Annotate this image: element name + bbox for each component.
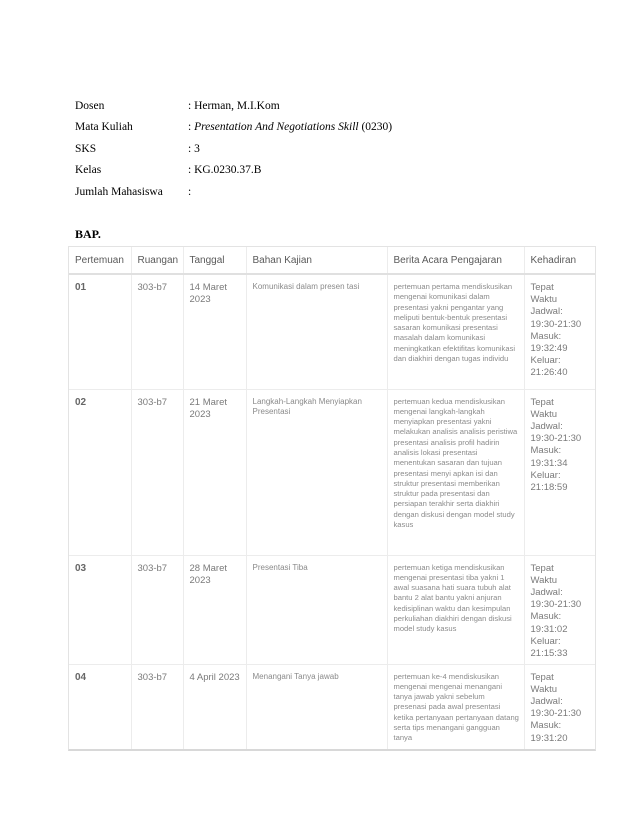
cell-pertemuan: 03 [69, 555, 131, 664]
kehadiran-line: Masuk: [530, 445, 562, 457]
cell-pertemuan: 01 [69, 274, 131, 389]
kehadiran-line: Tepat [530, 671, 554, 683]
header-ruangan: Ruangan [131, 247, 183, 274]
cell-kehadiran [524, 274, 595, 389]
jumlah-value: : [188, 185, 192, 198]
header-bahan-kajian: Bahan Kajian [246, 247, 387, 274]
kehadiran-line: Keluar: [530, 635, 561, 647]
section-title: BAP. [75, 227, 101, 241]
table-row [69, 274, 595, 389]
kehadiran-line: Masuk: [530, 720, 562, 732]
cell-bahan-kajian: Presentasi Tiba [246, 555, 387, 664]
cell-kehadiran [524, 555, 595, 664]
cell-kehadiran [524, 389, 595, 555]
cell-tanggal: 14 Maret 2023 [183, 274, 246, 389]
jumlah-label: Jumlah Mahasiswa [75, 185, 163, 198]
info-row-sks [75, 138, 392, 160]
matkul-code: (0230) [358, 121, 393, 134]
kehadiran-line: Keluar: [530, 355, 561, 367]
cell-pertemuan: 02 [69, 389, 131, 555]
kehadiran-line: 19:31:02 [530, 623, 568, 635]
kehadiran-line: Masuk: [530, 611, 562, 623]
course-info [75, 95, 392, 203]
cell-tanggal: 4 April 2023 [183, 664, 246, 751]
cell-bahan-kajian: Komunikasi dalam presen tasi [246, 274, 387, 389]
sks-label: SKS [75, 142, 97, 155]
kehadiran-line: Tepat [530, 282, 554, 293]
kehadiran-line: Jadwal: [530, 420, 563, 432]
cell-berita-acara: pertemuan ke-4 mendiskusikan mengenai mengenai menangani tanya jawab yakni sebelum presenasi pada awal presentasi ketika pertanyaan pertanyaan datang serta tips menangani gangguan tanya [387, 664, 524, 751]
table-header-row [69, 247, 595, 274]
cell-berita-acara: pertemuan pertama mendiskusikan mengenai komunikasi dalam presentasi yakni pengantar yang meliputi bentuk-bentuk presentasi sasaran komunikasi presentasi masalah dalam komunikasi meningkatkan efektifitas komunikasi dan diakhiri dengan tugas individu [387, 274, 524, 389]
bap-table [69, 247, 595, 751]
kehadiran-line: Waktu [530, 574, 558, 586]
kehadiran-line: Jadwal: [530, 306, 563, 318]
cell-tanggal: 21 Maret 2023 [183, 389, 246, 555]
kehadiran-line: 19:30-21:30 [530, 599, 582, 611]
kehadiran-line: 19:31:34 [530, 457, 568, 469]
cell-ruangan: 303-b7 [131, 664, 183, 751]
kehadiran-line: Tepat [530, 562, 554, 574]
kehadiran-line: 21:26:40 [530, 367, 568, 379]
cell-berita-acara: pertemuan kedua mendiskusikan mengenai langkah-langkah menyiapkan presentasi yakni melakukan analisis analisis peristiwa presentasi analisis profil hadirin analisis lokasi presentasi menentukan sasaran dan tujuan presentasi menyi apkan isi dan struktur presentasi memberikan struktur pada presentasi dan persiapan terakhir serta diakhiri dengan diskusi dengan model study kasus [387, 389, 524, 555]
cell-ruangan: 303-b7 [131, 274, 183, 389]
header-tanggal: Tanggal [183, 247, 246, 274]
kehadiran-line: Jadwal: [530, 586, 563, 598]
bap-table-container [68, 246, 596, 751]
header-kehadiran: Kehadiran [524, 247, 595, 274]
info-row-kelas [75, 160, 392, 182]
table-row [69, 389, 595, 555]
info-row-jumlah [75, 181, 392, 203]
matkul-prefix: : [188, 121, 195, 134]
info-row-dosen [75, 95, 392, 117]
kehadiran-line: 19:30-21:30 [530, 433, 582, 445]
dosen-value: : Herman, M.I.Kom [188, 99, 280, 112]
header-berita-acara: Berita Acara Pengajaran [387, 247, 524, 274]
kehadiran-line: 19:31:20 [530, 732, 568, 744]
matkul-label: Mata Kuliah [75, 121, 133, 134]
kelas-value: : KG.0230.37.B [188, 164, 262, 177]
cell-tanggal: 28 Maret 2023 [183, 555, 246, 664]
kehadiran-line: Keluar: [530, 469, 561, 481]
matkul-value [188, 121, 392, 133]
kehadiran-line: 21:15:33 [530, 647, 568, 659]
info-row-matkul [75, 117, 392, 139]
kehadiran-line: Waktu [530, 408, 558, 420]
kehadiran-line: Waktu [530, 683, 558, 695]
matkul-name: Presentation And Negotiations Skill [194, 121, 359, 134]
dosen-label: Dosen [75, 99, 105, 112]
cell-kehadiran [524, 664, 595, 751]
kehadiran-line: 19:30-21:30 [530, 708, 582, 720]
kehadiran-line: Waktu [530, 294, 558, 306]
kehadiran-line: Jadwal: [530, 695, 563, 707]
cell-pertemuan: 04 [69, 664, 131, 751]
cell-berita-acara: pertemuan ketiga mendiskusikan mengenai presentasi tiba yakni 1 awal suasana hati suara tubuh alat bantu 2 alat bantu yakni anjuran kedisiplinan waktu dan kesimpulan perkuliahan diakhiri dengan diskusi model study kasus [387, 555, 524, 664]
table-row [69, 664, 595, 751]
cell-bahan-kajian: Langkah-Langkah Menyiapkan Presentasi [246, 389, 387, 555]
kehadiran-line: 19:32:49 [530, 343, 568, 355]
kehadiran-line: 21:18:59 [530, 481, 568, 493]
kehadiran-line: Tepat [530, 396, 554, 408]
header-pertemuan: Pertemuan [69, 247, 131, 274]
table-row [69, 555, 595, 664]
sks-value: : 3 [188, 142, 200, 155]
cell-bahan-kajian: Menangani Tanya jawab [246, 664, 387, 751]
cell-ruangan: 303-b7 [131, 389, 183, 555]
kehadiran-line: 19:30-21:30 [530, 318, 582, 330]
kelas-label: Kelas [75, 164, 102, 177]
kehadiran-line: Masuk: [530, 330, 562, 342]
cell-ruangan: 303-b7 [131, 555, 183, 664]
